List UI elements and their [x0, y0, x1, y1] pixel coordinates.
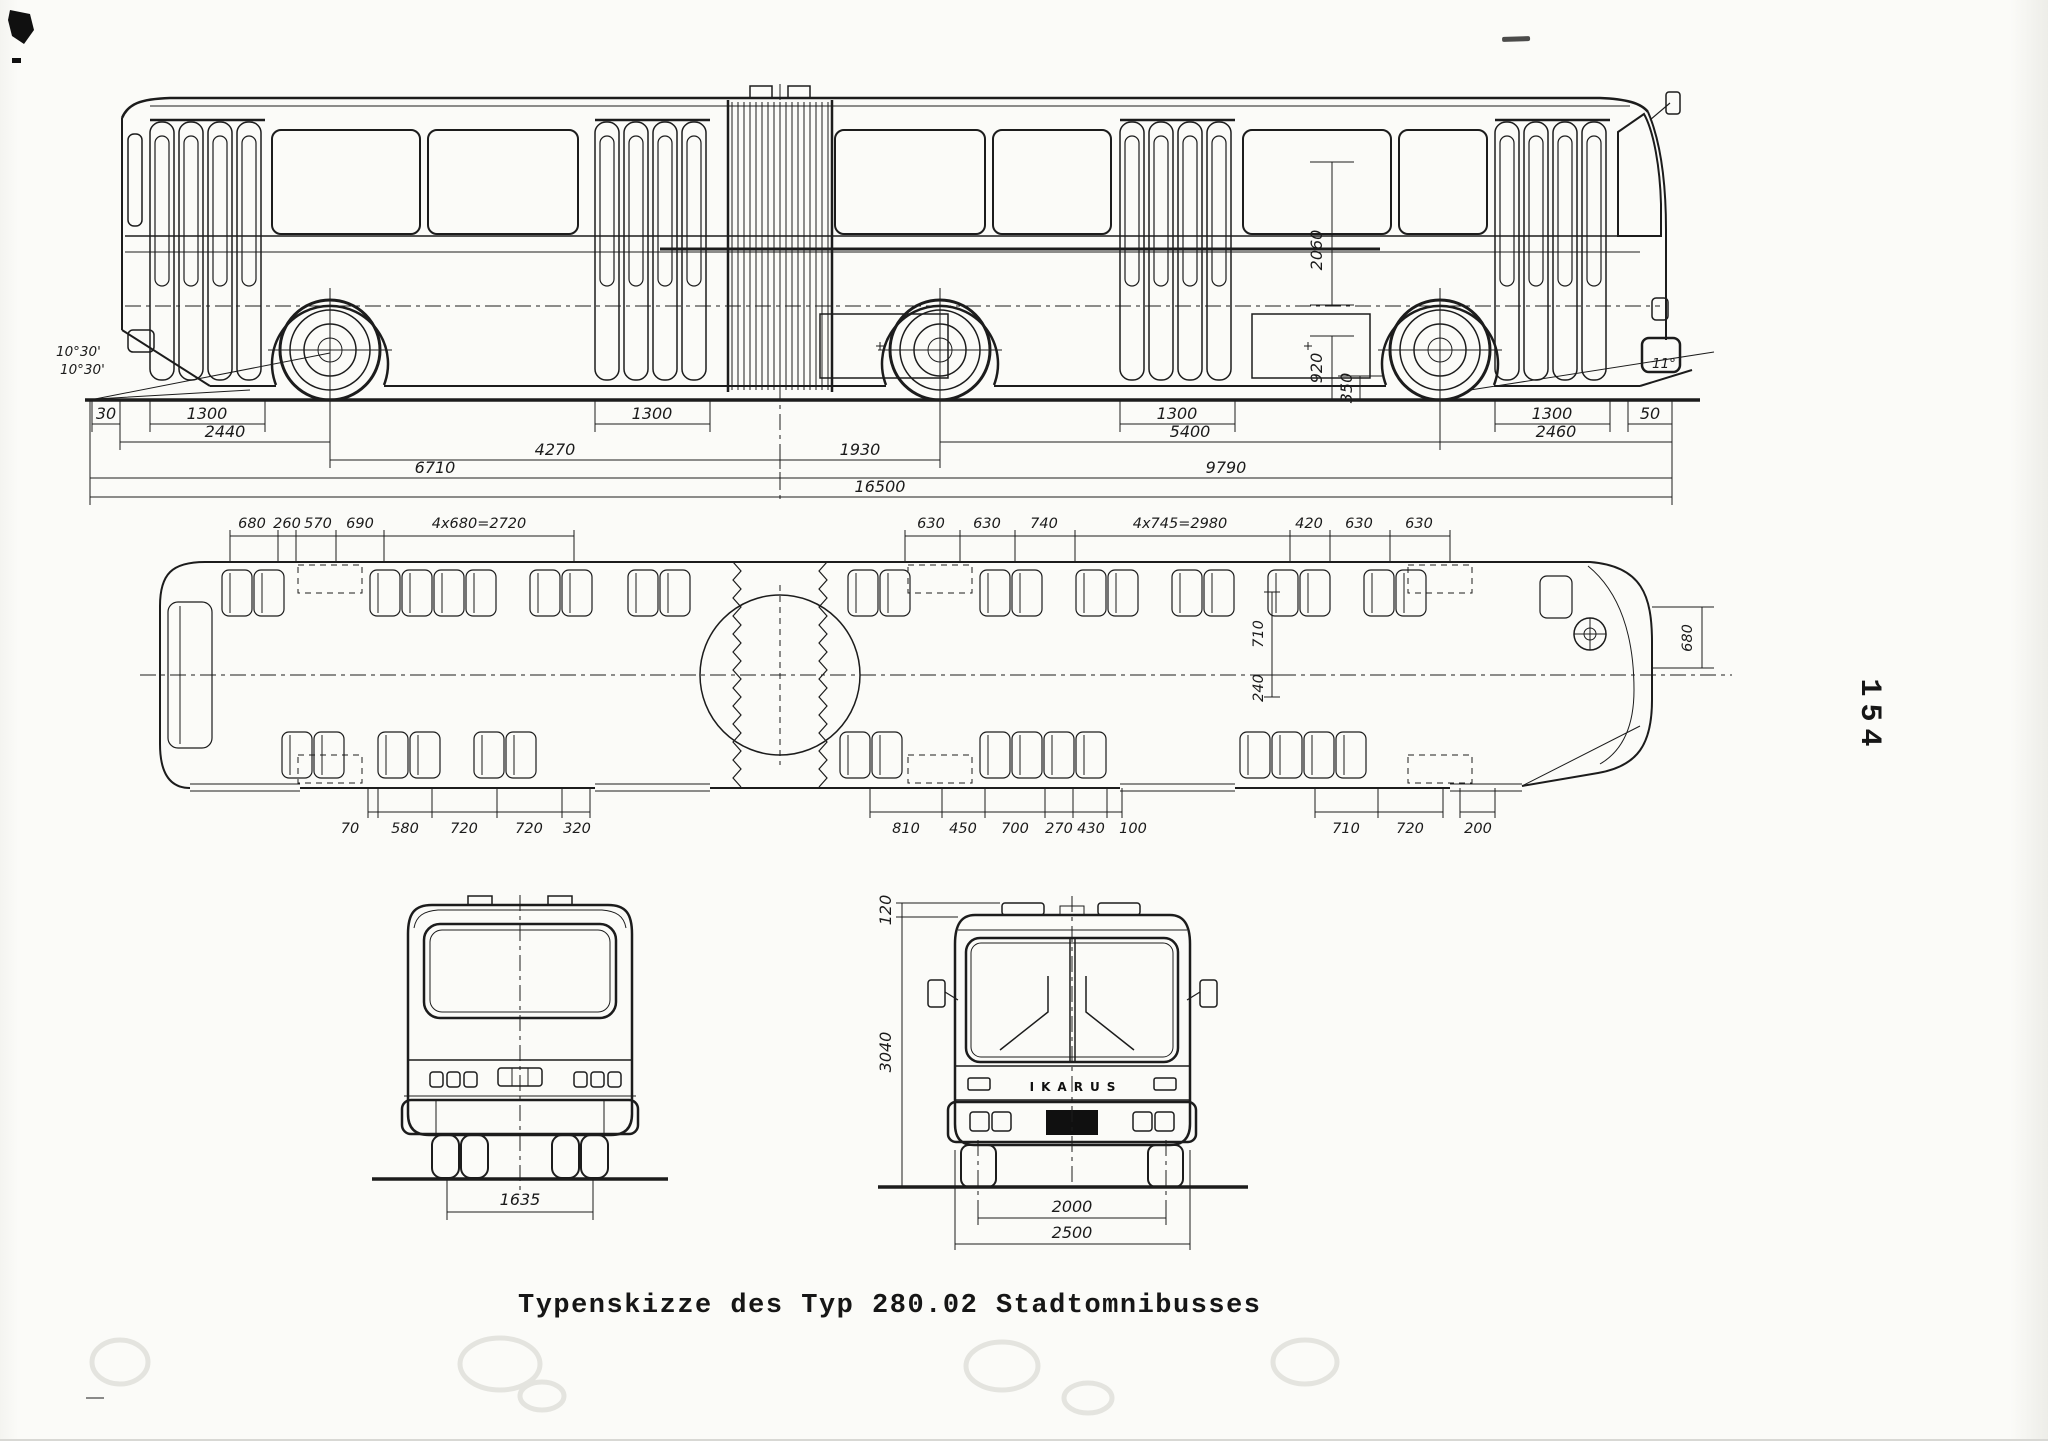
dim-label: 70 — [340, 821, 360, 837]
dim-label: 630 — [1345, 516, 1373, 532]
dim-label: 4x680=2720 — [431, 516, 527, 532]
plan-view — [140, 516, 1732, 837]
dim-label: 580 — [391, 821, 419, 837]
dim-label: 260 — [273, 516, 301, 532]
dim-label: 2060 — [1307, 229, 1326, 271]
dim-label: 680 — [1680, 624, 1696, 652]
dim-label: 690 — [346, 516, 374, 532]
mirror-icon — [928, 980, 945, 1007]
dim-label: 9790 — [1205, 458, 1247, 477]
dim-label: 720 — [450, 821, 478, 837]
dim-label: 920 — [1307, 352, 1326, 384]
dim-label-angle-rear-1: 10°30' — [56, 344, 101, 360]
plan-bottom-dims — [341, 788, 1495, 837]
dim-label: 700 — [1001, 821, 1029, 837]
page-title: Typenskizze des Typ 280.02 Stadtomnibusses — [518, 1291, 1262, 1321]
dim-label: 30 — [95, 404, 117, 423]
dim-label: 100 — [1119, 821, 1147, 837]
dim-label: 710 — [1332, 821, 1360, 837]
service-hatches — [820, 314, 1370, 378]
mirror-icon — [1666, 92, 1680, 114]
mirror-icon — [1200, 980, 1217, 1007]
dim-label: 1300 — [1156, 404, 1198, 423]
plan-seats — [168, 570, 1572, 778]
dim-label: 680 — [238, 516, 266, 532]
rear-lights — [430, 1072, 621, 1087]
steering-wheel — [1574, 618, 1606, 650]
side-roof-line — [122, 98, 1648, 118]
roof-vent — [1098, 903, 1140, 915]
dim-label: 16500 — [854, 477, 906, 496]
roof-vent — [1002, 903, 1044, 915]
dim-label: 570 — [304, 516, 332, 532]
side-view — [56, 84, 1714, 505]
plan-top-dims — [230, 516, 1450, 562]
dim-label: 240 — [1251, 674, 1267, 702]
front-view — [876, 895, 1248, 1250]
dim-label: 6710 — [414, 458, 456, 477]
dim-label: 4270 — [534, 440, 576, 459]
page-number: 154 — [1852, 678, 1886, 754]
rear-view — [372, 895, 668, 1220]
scan-artifacts — [0, 10, 2048, 1440]
dim-label: 5400 — [1169, 422, 1211, 441]
dim-label: 1300 — [186, 404, 228, 423]
dim-label: 4x745=2980 — [1132, 516, 1228, 532]
wipers — [1000, 976, 1134, 1050]
dim-label: 450 — [949, 821, 977, 837]
dim-label: 120 — [876, 894, 895, 926]
plan-outline — [205, 562, 1652, 786]
dim-label: 350 — [1337, 372, 1356, 404]
side-windows — [272, 114, 1661, 236]
dim-label: 1930 — [839, 440, 881, 459]
dim-label-angle-rear-2: 10°30' — [60, 362, 105, 378]
driver-seat — [1540, 576, 1572, 618]
dim-label: 270 — [1045, 821, 1073, 837]
dim-label: 720 — [1396, 821, 1424, 837]
dim-label: 50 — [1639, 404, 1661, 423]
dim-label: 1300 — [631, 404, 673, 423]
dim-label: 2440 — [204, 422, 246, 441]
dim-label-angle-front: 11° — [1652, 356, 1676, 372]
dim-label: 1300 — [1531, 404, 1573, 423]
dim-label: 420 — [1295, 516, 1323, 532]
dim-label: 720 — [515, 821, 543, 837]
dim-label: 3040 — [876, 1031, 895, 1073]
dim-label: 320 — [563, 821, 591, 837]
dim-label: 630 — [973, 516, 1001, 532]
plan-vertical-dims — [1251, 592, 1714, 702]
dim-label: 630 — [1405, 516, 1433, 532]
side-dim-chains — [90, 400, 1672, 505]
dim-label: 1635 — [499, 1190, 541, 1209]
dim-label: 2000 — [1051, 1197, 1093, 1216]
dim-label: 630 — [917, 516, 945, 532]
dim-label: 810 — [892, 821, 920, 837]
ikarus-badge: IKARUS — [1029, 1080, 1123, 1094]
dim-label: 710 — [1251, 620, 1267, 648]
dim-label: 200 — [1464, 821, 1492, 837]
dim-label: 2500 — [1051, 1223, 1093, 1242]
dim-label: 430 — [1077, 821, 1105, 837]
dim-label: 2460 — [1535, 422, 1577, 441]
front-dims — [876, 895, 1190, 1250]
dim-label: 740 — [1030, 516, 1058, 532]
